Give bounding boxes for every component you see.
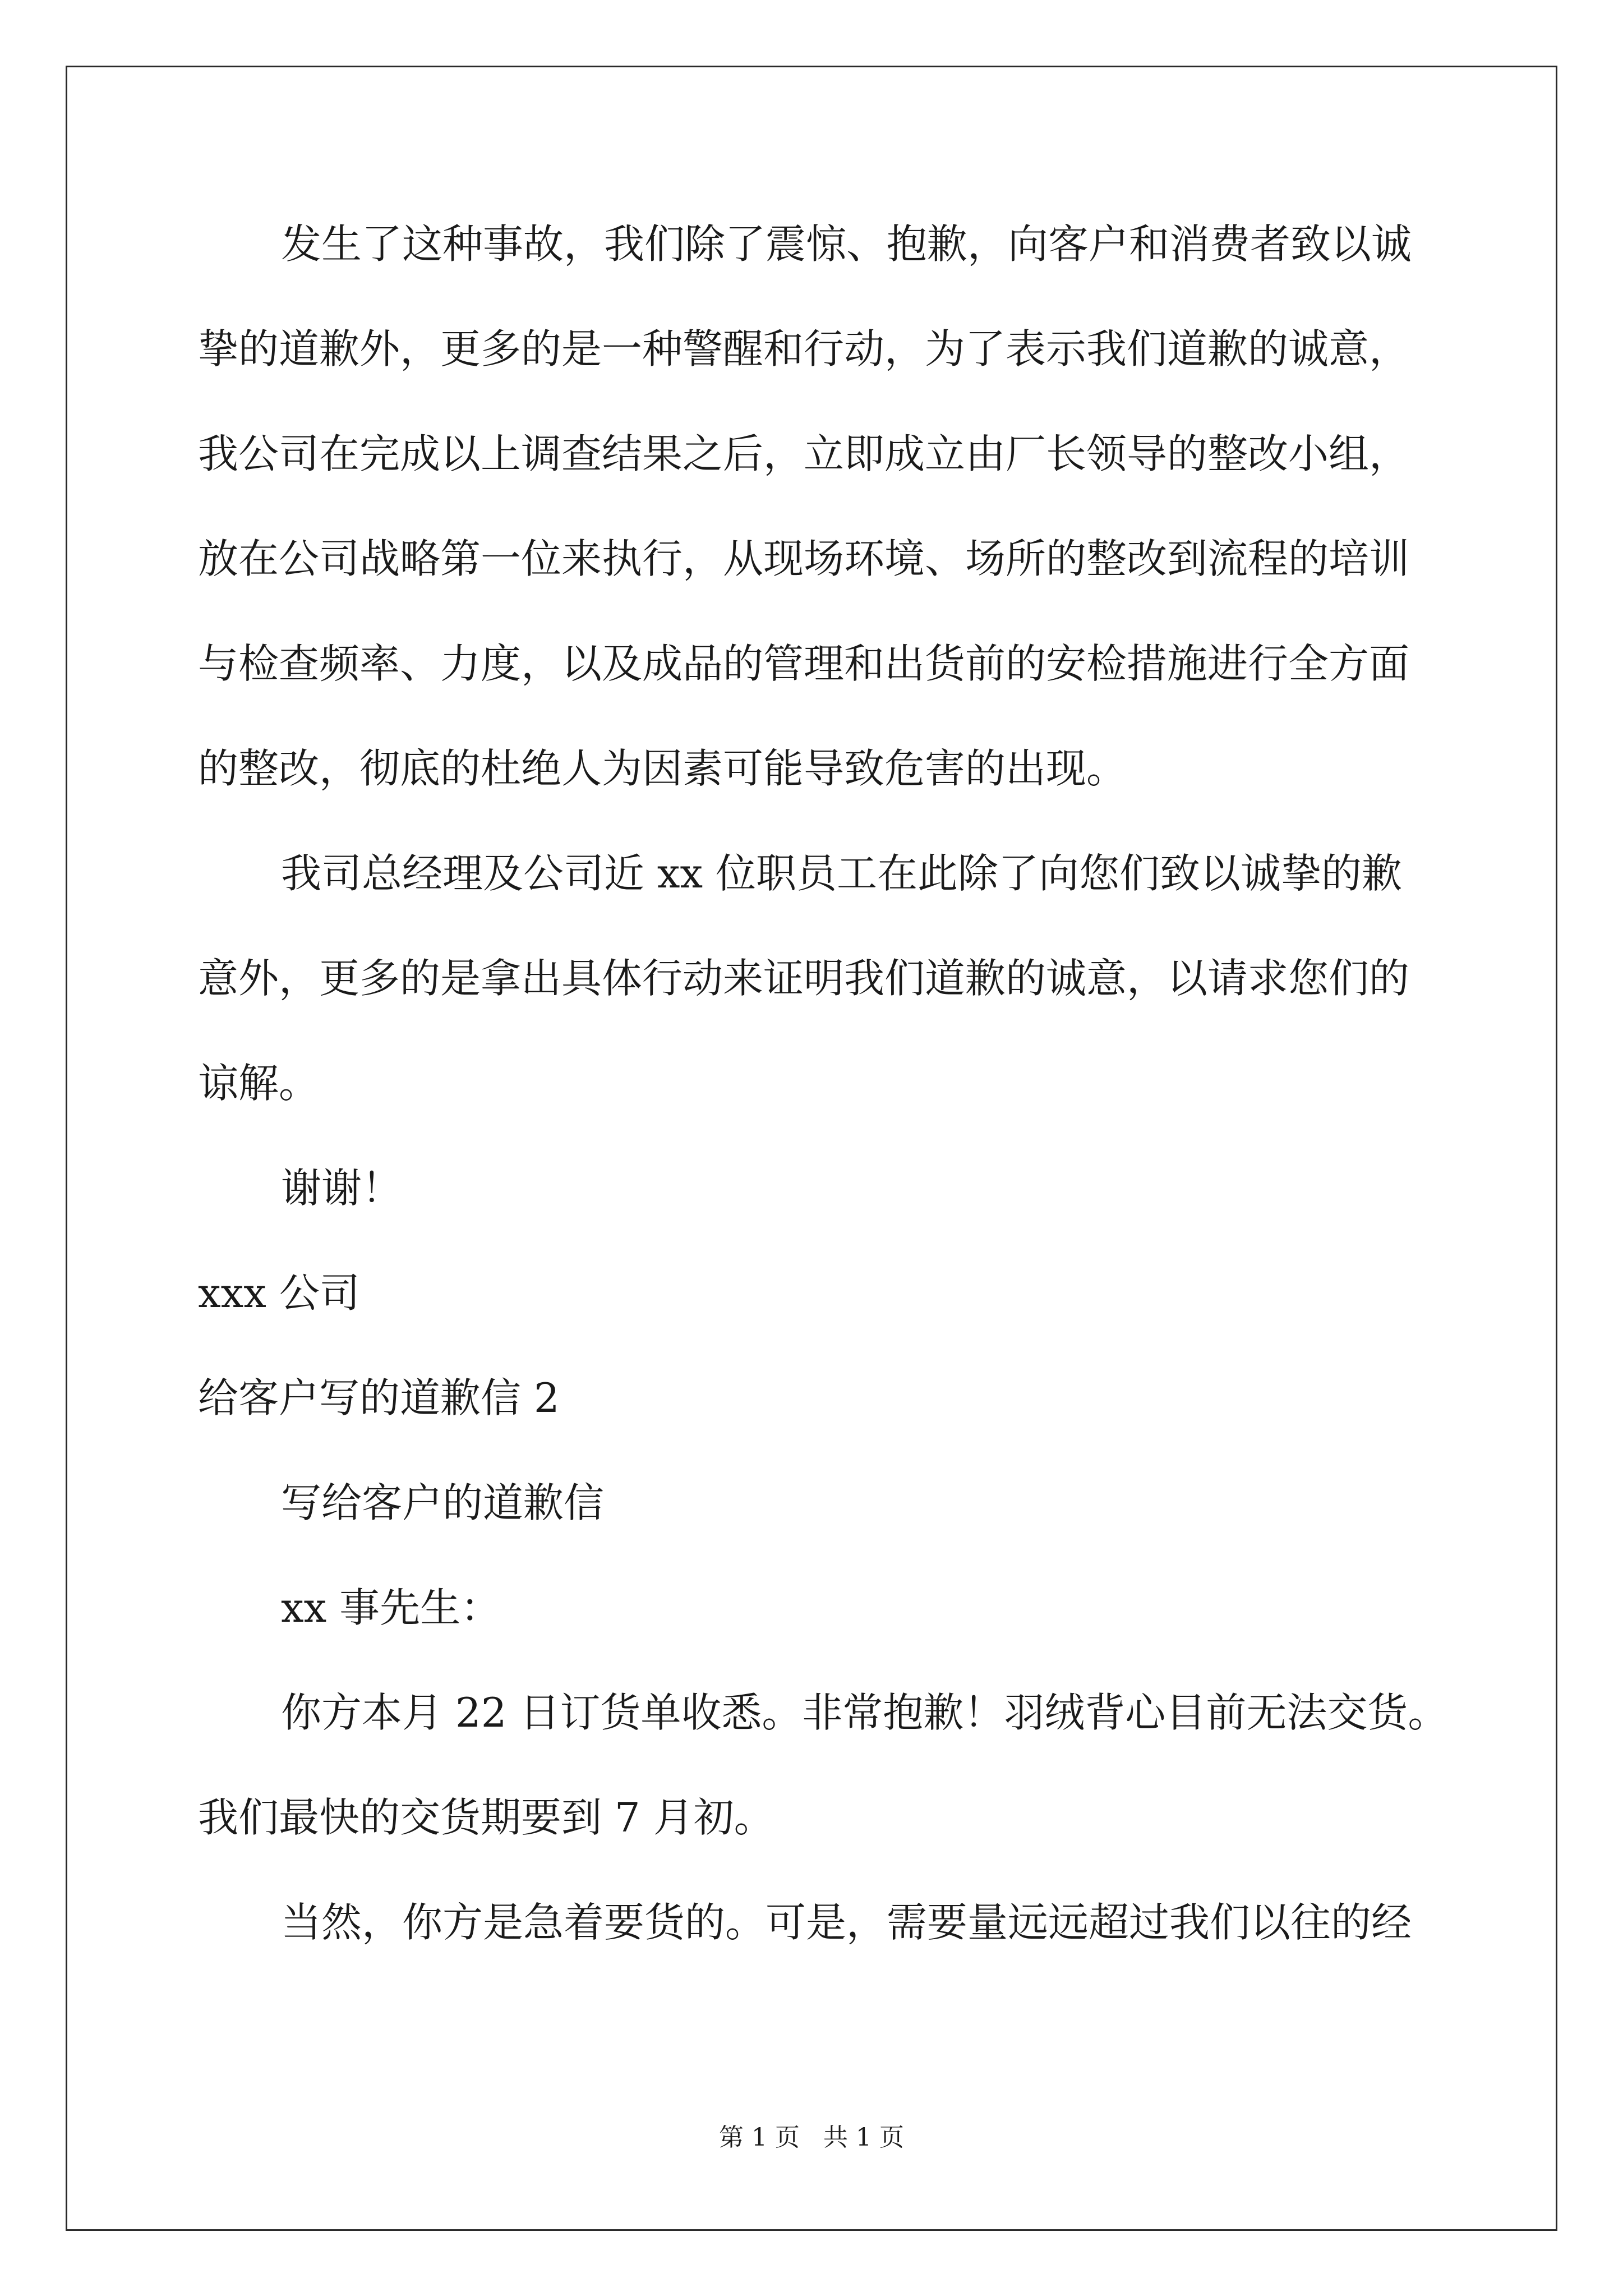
paragraph-line: 我们最快的交货期要到 7 月初。 xyxy=(198,1794,774,1841)
paragraph-line: 你方本月 22 日订货单收悉。非常抱歉！羽绒背心目前无法交货。 xyxy=(281,1689,1449,1736)
paragraph-line: 发生了这种事故，我们除了震惊、抱歉，向客户和消费者致以诚 xyxy=(281,220,1412,268)
paragraph-line: 与检查频率、力度，以及成品的管理和出货前的安检措施进行全方面 xyxy=(198,640,1410,687)
page-number-current: 第 1 页 xyxy=(719,2123,800,2152)
section-heading: 给客户写的道歉信 2 xyxy=(198,1374,560,1421)
paragraph-line: 当然，你方是急着要货的。可是，需要量远远超过我们以往的经 xyxy=(281,1899,1412,1946)
signature-company: xxx 公司 xyxy=(198,1269,360,1317)
page-number-total: 共 1 页 xyxy=(823,2123,904,2152)
letter-title: 写给客户的道歉信 xyxy=(281,1479,605,1526)
paragraph-line: 放在公司战略第一位来执行，从现场环境、场所的整改到流程的培训 xyxy=(198,535,1410,582)
letter-salutation: xx 事先生： xyxy=(281,1584,501,1631)
paragraph-line: 的整改，彻底的杜绝人为因素可能导致危害的出现。 xyxy=(198,745,1127,792)
page-footer xyxy=(0,2122,1623,2154)
footer-spacer xyxy=(800,2123,823,2152)
paragraph-line: 我司总经理及公司近 xx 位职员工在此除了向您们致以诚挚的歉 xyxy=(281,850,1402,897)
closing-thanks: 谢谢！ xyxy=(281,1165,403,1212)
paragraph-line: 谅解。 xyxy=(198,1060,320,1107)
paragraph-line: 意外，更多的是拿出具体行动来证明我们道歉的诚意，以请求您们的 xyxy=(198,955,1410,1002)
paragraph-line: 我公司在完成以上调查结果之后，立即成立由厂长领导的整改小组， xyxy=(198,430,1410,477)
paragraph-line: 挚的道歉外，更多的是一种警醒和行动，为了表示我们道歉的诚意， xyxy=(198,325,1410,372)
